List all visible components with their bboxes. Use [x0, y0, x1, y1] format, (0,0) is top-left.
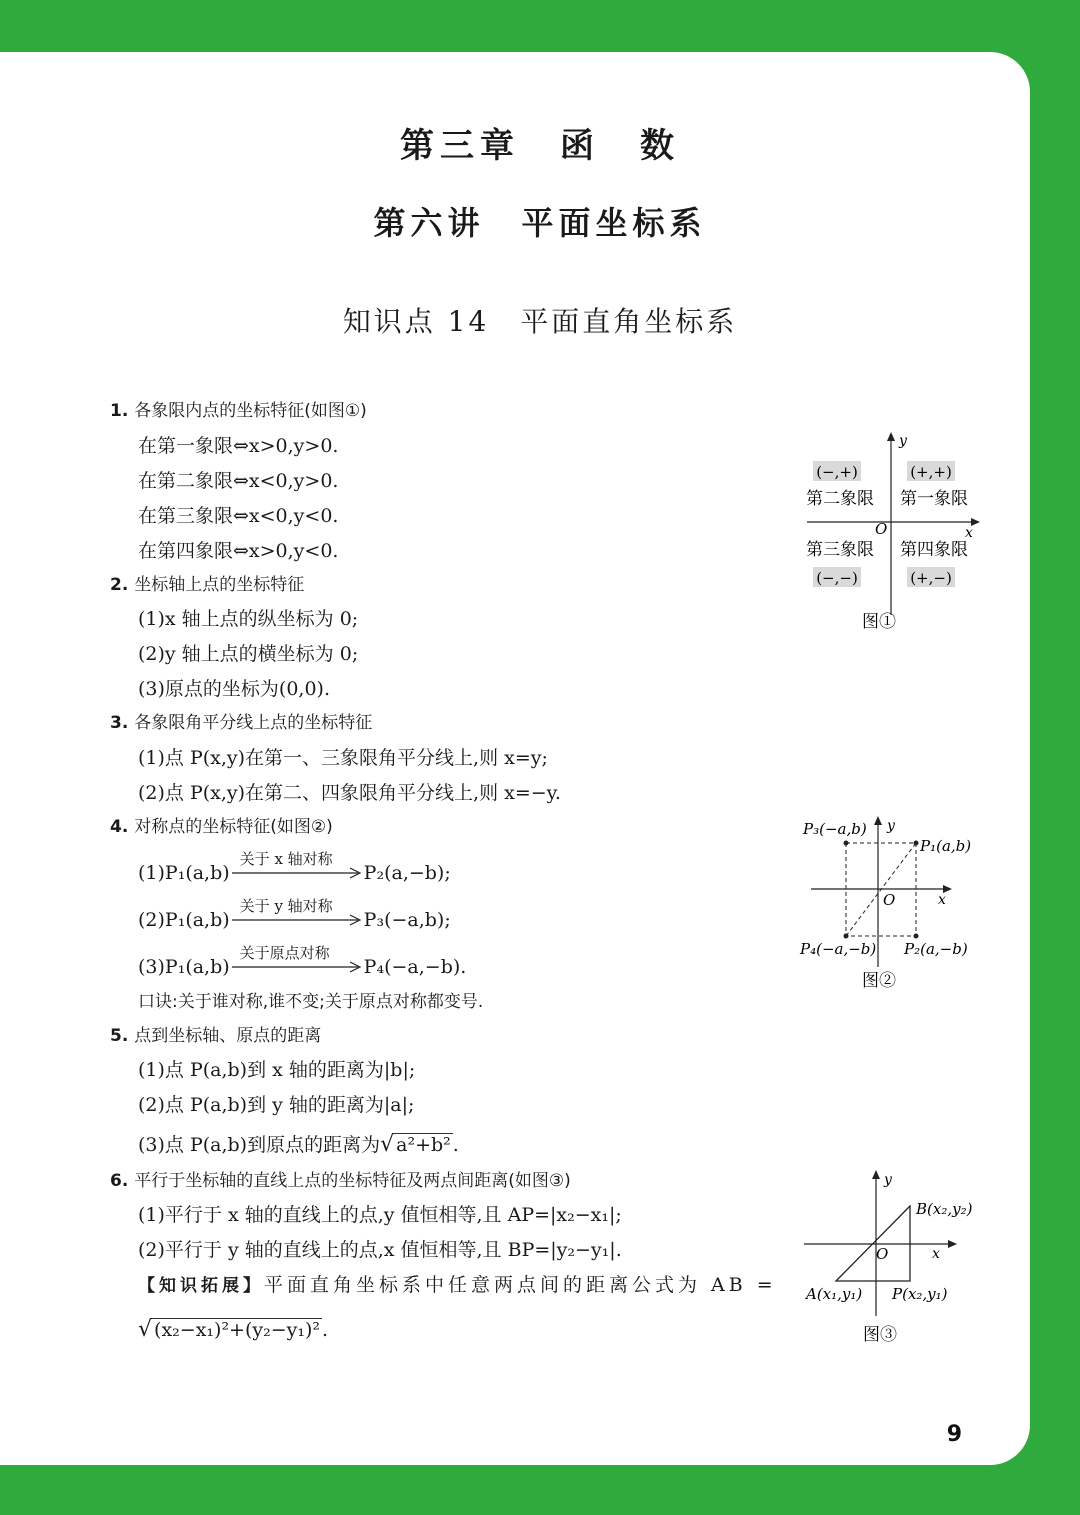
point-p2 — [914, 934, 919, 939]
s5-line-2: (2)点 P(a,b)到 y 轴的距离为|a|; — [138, 1094, 415, 1116]
p1-label: P₁(a,b) — [920, 837, 972, 855]
section-number: 6. — [110, 1171, 129, 1191]
y-label: y — [887, 818, 895, 834]
p4-label: P₄(−a,−b) — [800, 940, 877, 958]
point-b-label: B(x₂,y₂) — [916, 1200, 973, 1218]
section-number: 5. — [110, 1026, 129, 1046]
sqrt-sign: √ — [380, 1132, 395, 1157]
section-number: 4. — [110, 817, 129, 837]
point-p1 — [914, 841, 919, 846]
section-1-heading — [110, 399, 367, 423]
page-number: 9 — [946, 1422, 962, 1447]
sqrt-radicand: (x₂−x₁)²+(y₂−y₁)² — [154, 1319, 321, 1341]
y-axis-arrow-icon — [887, 432, 895, 441]
sqrt-sign: √ — [138, 1317, 153, 1342]
figure-caption: 图② — [862, 971, 896, 991]
point-p-label: P(x₂,y₁) — [892, 1285, 948, 1303]
mapping-arrow — [230, 944, 364, 979]
s1-line-3: 在第三象限⇔x<0,y<0. — [138, 505, 339, 527]
s2-line-2: (2)y 轴上点的横坐标为 0; — [138, 643, 359, 665]
s5-line-1: (1)点 P(a,b)到 x 轴的距离为|b|; — [138, 1059, 416, 1081]
section-title: 点到坐标轴、原点的距离 — [134, 1026, 322, 1046]
s1-line-2: 在第二象限⇔x<0,y>0. — [138, 470, 339, 492]
section-number: 2. — [110, 575, 129, 595]
symmetry-row-2 — [138, 897, 451, 932]
q2-label: 第二象限 — [806, 489, 874, 509]
symmetry-to: P₄(−a,−b). — [363, 956, 467, 978]
s1-line-1: 在第一象限⇔x>0,y>0. — [138, 435, 339, 457]
s2-line-1: (1)x 轴上点的纵坐标为 0; — [138, 608, 359, 630]
s3-line-1: (1)点 P(x,y)在第一、三象限角平分线上,则 x=y; — [138, 747, 548, 769]
x-label: x — [938, 892, 946, 908]
section-2-heading — [110, 573, 304, 597]
lecture-title: 第六讲 平面坐标系 — [373, 204, 707, 242]
mapping-label: 关于 y 轴对称 — [239, 897, 333, 915]
extension-text: 平面直角坐标系中任意两点间的距离公式为 AB = — [264, 1274, 777, 1296]
y-axis-arrow-icon — [872, 1170, 880, 1179]
s6-line-2: (2)平行于 y 轴的直线上的点,x 值恒相等,且 BP=|y₂−y₁|. — [138, 1239, 622, 1261]
sqrt-radicand: a²+b² — [396, 1134, 451, 1156]
symmetry-to: P₃(−a,b); — [363, 909, 451, 931]
figure-caption: 图③ — [863, 1325, 897, 1345]
y-label: y — [884, 1172, 892, 1188]
extension-label: 【知识拓展】 — [138, 1276, 264, 1296]
figure-2-symmetry — [795, 812, 985, 997]
origin-label: O — [883, 891, 896, 909]
q1-sign: (+,+) — [910, 463, 952, 481]
section-number: 1. — [110, 401, 129, 421]
period: . — [322, 1319, 329, 1341]
symmetry-row-1 — [138, 850, 451, 885]
section-6-heading — [110, 1169, 571, 1193]
q3-label: 第三象限 — [806, 540, 874, 560]
y-axis-arrow-icon — [874, 816, 882, 825]
symmetry-to: P₂(a,−b); — [363, 862, 451, 884]
x-label: x — [965, 525, 973, 541]
section-title: 坐标轴上点的坐标特征 — [134, 575, 305, 595]
point-p4 — [844, 934, 849, 939]
s1-line-4: 在第四象限⇔x>0,y<0. — [138, 540, 339, 562]
period: . — [452, 1134, 459, 1156]
q1-label: 第一象限 — [900, 489, 968, 509]
s2-line-3: (3)原点的坐标为(0,0). — [138, 678, 330, 700]
p3-label: P₃(−a,b) — [803, 820, 867, 838]
knowledge-title: 知识点 14 平面直角坐标系 — [342, 305, 738, 338]
section-title: 对称点的坐标特征(如图②) — [134, 817, 333, 837]
origin-label: O — [875, 520, 888, 538]
point-a-label: A(x₁,y₁) — [806, 1285, 863, 1303]
symmetry-from: (1)P₁(a,b) — [138, 862, 230, 884]
s3-line-2: (2)点 P(x,y)在第二、四象限角平分线上,则 x=−y. — [138, 782, 561, 804]
section-title: 平行于坐标轴的直线上点的坐标特征及两点间距离(如图③) — [134, 1171, 571, 1191]
figure-1-quadrants — [795, 430, 985, 640]
section-title: 各象限角平分线上点的坐标特征 — [134, 713, 373, 733]
mnemonic: 口诀:关于谁对称,谁不变;关于原点对称都变号. — [138, 992, 484, 1012]
origin-label: O — [876, 1245, 889, 1263]
q3-sign: (−,−) — [816, 569, 858, 587]
y-label: y — [899, 433, 907, 449]
q4-label: 第四象限 — [900, 540, 968, 560]
mapping-label: 关于 x 轴对称 — [239, 850, 333, 868]
symmetry-from: (2)P₁(a,b) — [138, 909, 230, 931]
section-number: 3. — [110, 713, 129, 733]
q4-sign: (+,−) — [910, 569, 952, 587]
symmetry-from: (3)P₁(a,b) — [138, 956, 230, 978]
x-label: x — [932, 1246, 940, 1262]
mapping-arrow — [230, 850, 364, 885]
section-title: 各象限内点的坐标特征(如图①) — [134, 401, 367, 421]
section-5-heading — [110, 1024, 321, 1048]
q2-sign: (−,+) — [816, 463, 858, 481]
section-4-heading — [110, 815, 333, 839]
section-3-heading — [110, 711, 372, 735]
mapping-arrow — [230, 897, 364, 932]
s5-line-3 — [138, 1133, 459, 1157]
symmetry-row-3 — [138, 944, 467, 979]
distance-text: (3)点 P(a,b)到原点的距离为 — [138, 1134, 381, 1156]
s6-line-1: (1)平行于 x 轴的直线上的点,y 值恒相等,且 AP=|x₂−x₁|; — [138, 1204, 622, 1226]
x-axis-arrow-icon — [948, 1240, 957, 1248]
figure-caption: 图① — [862, 612, 896, 632]
chapter-title: 第三章 函 数 — [400, 126, 680, 166]
point-p3 — [844, 841, 849, 846]
knowledge-extension — [138, 1273, 777, 1298]
mapping-label: 关于原点对称 — [239, 944, 330, 962]
distance-formula — [138, 1318, 328, 1342]
figure-3-distance — [800, 1166, 990, 1351]
p2-label: P₂(a,−b) — [904, 940, 968, 958]
